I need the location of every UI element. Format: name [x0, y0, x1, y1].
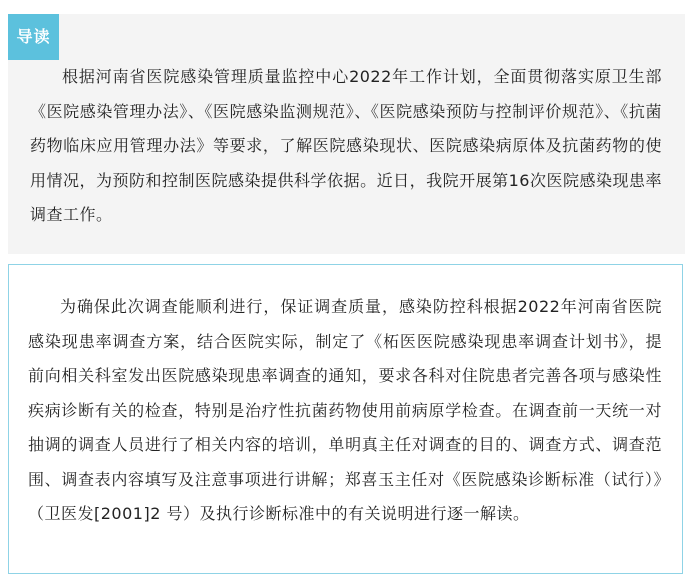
intro-paragraph: 根据河南省医院感染管理质量监控中心2022年工作计划，全面贯彻落实原卫生部《医院感染管理办法》、《医院感染监测规范》、《医院感染预防与控制评价规范》、《抗菌药物临床应用管理办法》等要求，了解医院感染现状、医院感染病原体及抗菌药物的使用情况，为预防和控制医院感染提供科学依据。近日，我院开展第16次医院感染现患率调查工作。 [30, 67, 662, 224]
intro-badge: 导读 [8, 14, 59, 60]
body-paragraph: 为确保此次调查能顺利进行，保证调查质量，感染防控科根据2022年河南省医院感染现患率调查方案，结合医院实际，制定了《柘医医院感染现患率调查计划书》，提前向相关科室发出医院感染现患率调查的通知，要求各科对住院患者完善各项与感染性疾病诊断有关的检查，特别是治疗性抗菌药物使用前病原学检查。在调查前一天统一对抽调的调查人员进行了相关内容的培训，单明真主任对调查的目的、调查方式、调查范围、调查表内容填写及注意事项进行讲解；郑喜玉主任对《医院感染诊断标准（试行）》（卫医发[2001]2 号）及执行诊断标准中的有关说明进行逐一解读。 [28, 297, 662, 523]
